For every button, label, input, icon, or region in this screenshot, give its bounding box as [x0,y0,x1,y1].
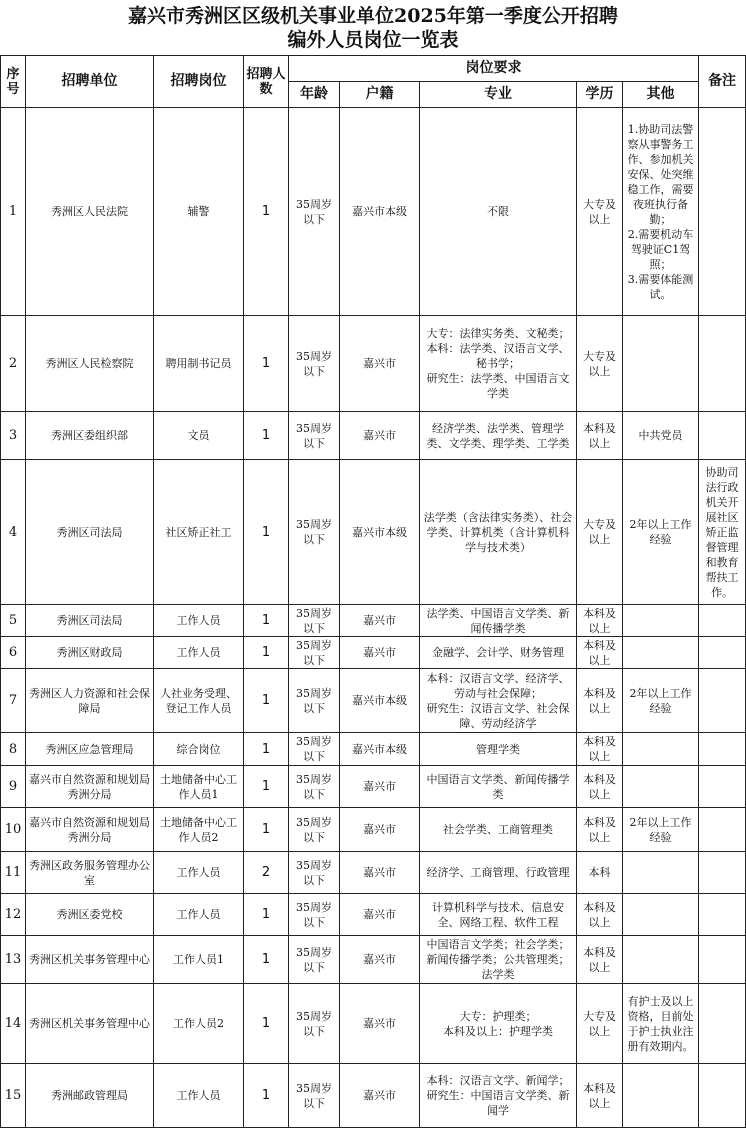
row-unit: 秀洲区财政局 [26,637,154,669]
row-note [699,1064,746,1128]
row-hukou: 嘉兴市 [340,984,420,1064]
row-post: 工作人员 [154,894,244,936]
row-major: 法学类、中国语言文学类、新闻传播学类 [420,605,577,637]
table-row [1,669,746,733]
row-other [623,766,699,808]
row-unit: 秀洲区人民法院 [26,108,154,316]
row-note [699,316,746,412]
row-major: 经济学、工商管理、行政管理 [420,852,577,894]
row-major: 社会学类、工商管理类 [420,808,577,852]
header-edu: 学历 [577,82,623,108]
row-count: 1 [244,605,289,637]
row-other: 2年以上工作经验 [623,669,699,733]
row-age: 35周岁以下 [289,108,340,316]
row-major: 计算机科学与技术、信息安全、网络工程、软件工程 [420,894,577,936]
header-unit: 招聘单位 [26,56,154,108]
row-other [623,316,699,412]
row-count: 1 [244,108,289,316]
row-seq: 13 [1,936,26,984]
table-row [1,316,746,412]
row-unit: 秀洲邮政管理局 [26,1064,154,1128]
row-age: 35周岁以下 [289,316,340,412]
row-edu: 本科及以上 [577,733,623,766]
row-major: 本科：汉语言文学、经济学、劳动与社会保障； 研究生：汉语言文学、社会保障、劳动经济学 [420,669,577,733]
row-edu: 大专及以上 [577,984,623,1064]
header-major: 专业 [420,82,577,108]
row-note [699,412,746,460]
header-post: 招聘岗位 [154,56,244,108]
row-edu: 本科及以上 [577,637,623,669]
table-row [1,637,746,669]
row-hukou: 嘉兴市 [340,605,420,637]
row-count: 1 [244,808,289,852]
row-post: 社区矫正社工 [154,460,244,605]
row-edu: 大专及以上 [577,108,623,316]
row-seq: 3 [1,412,26,460]
row-age: 35周岁以下 [289,669,340,733]
row-age: 35周岁以下 [289,1064,340,1128]
row-other [623,852,699,894]
row-seq: 11 [1,852,26,894]
row-note [699,984,746,1064]
row-unit: 嘉兴市自然资源和规划局秀洲分局 [26,808,154,852]
row-hukou: 嘉兴市 [340,894,420,936]
row-other [623,605,699,637]
row-hukou: 嘉兴市本级 [340,460,420,605]
row-unit: 秀洲区委党校 [26,894,154,936]
row-other [623,637,699,669]
row-age: 35周岁以下 [289,733,340,766]
row-post: 工作人员 [154,1064,244,1128]
row-edu: 本科及以上 [577,894,623,936]
row-post: 工作人员 [154,605,244,637]
row-post: 工作人员1 [154,936,244,984]
row-hukou: 嘉兴市本级 [340,669,420,733]
row-count: 1 [244,894,289,936]
row-post: 文员 [154,412,244,460]
row-post: 土地储备中心工作人员2 [154,808,244,852]
row-note [699,766,746,808]
row-note [699,808,746,852]
row-count: 1 [244,316,289,412]
header-seq: 序号 [1,56,26,108]
table-row [1,984,746,1064]
row-hukou: 嘉兴市 [340,766,420,808]
row-count: 1 [244,1064,289,1128]
table-row [1,808,746,852]
row-post: 聘用制书记员 [154,316,244,412]
row-unit: 秀洲区司法局 [26,605,154,637]
row-other: 中共党员 [623,412,699,460]
row-major: 大专：法律实务类、文秘类； 本科：法学类、汉语言文学、秘书学； 研究生：法学类、中国语言文学类 [420,316,577,412]
row-edu: 大专及以上 [577,316,623,412]
row-other [623,733,699,766]
row-age: 35周岁以下 [289,766,340,808]
row-other [623,936,699,984]
row-hukou: 嘉兴市 [340,637,420,669]
row-age: 35周岁以下 [289,637,340,669]
row-age: 35周岁以下 [289,460,340,605]
row-post: 工作人员2 [154,984,244,1064]
row-other: 1.协助司法警察从事警务工作、参加机关安保、处突维稳工作，需要夜班执行备勤； 2.需要机动车驾驶证C1驾照； 3.需要体能测试。 [623,108,699,316]
row-note [699,852,746,894]
header-requirements: 岗位要求 [289,56,699,82]
row-edu: 大专及以上 [577,460,623,605]
row-hukou: 嘉兴市 [340,1064,420,1128]
row-age: 35周岁以下 [289,894,340,936]
header-hukou: 户籍 [340,82,420,108]
row-count: 1 [244,460,289,605]
row-unit: 嘉兴市自然资源和规划局秀洲分局 [26,766,154,808]
job-table [0,55,746,1128]
row-hukou: 嘉兴市 [340,316,420,412]
row-major: 法学类（含法律实务类）、社会学类、计算机类（含计算机科学与技术类） [420,460,577,605]
row-edu: 本科及以上 [577,669,623,733]
row-seq: 2 [1,316,26,412]
title-line-1: 嘉兴市秀洲区区级机关事业单位2025年第一季度公开招聘 [128,5,618,27]
row-edu: 本科及以上 [577,605,623,637]
row-major: 中国语言文学类、新闻传播学类 [420,766,577,808]
row-unit: 秀洲区机关事务管理中心 [26,984,154,1064]
row-edu: 本科及以上 [577,1064,623,1128]
row-major: 中国语言文学类；社会学类；新闻传播学类；公共管理类；法学类 [420,936,577,984]
table-row [1,1064,746,1128]
row-major: 管理学类 [420,733,577,766]
row-hukou: 嘉兴市 [340,808,420,852]
row-count: 1 [244,733,289,766]
row-unit: 秀洲区人力资源和社会保障局 [26,669,154,733]
row-seq: 7 [1,669,26,733]
row-post: 综合岗位 [154,733,244,766]
row-edu: 本科及以上 [577,936,623,984]
row-other: 2年以上工作经验 [623,808,699,852]
table-row [1,766,746,808]
row-count: 1 [244,637,289,669]
row-major: 不限 [420,108,577,316]
row-seq: 9 [1,766,26,808]
row-hukou: 嘉兴市 [340,852,420,894]
row-hukou: 嘉兴市 [340,412,420,460]
row-unit: 秀洲区机关事务管理中心 [26,936,154,984]
row-seq: 15 [1,1064,26,1128]
row-count: 1 [244,669,289,733]
table-row [1,460,746,605]
row-age: 35周岁以下 [289,852,340,894]
row-unit: 秀洲区政务服务管理办公室 [26,852,154,894]
row-major: 本科：汉语言文学、新闻学； 研究生：中国语言文学类、新闻学 [420,1064,577,1128]
row-count: 1 [244,984,289,1064]
row-note [699,669,746,733]
row-count: 1 [244,936,289,984]
table-row [1,108,746,316]
row-note [699,894,746,936]
row-post: 工作人员 [154,852,244,894]
row-age: 35周岁以下 [289,984,340,1064]
row-unit: 秀洲区委组织部 [26,412,154,460]
row-age: 35周岁以下 [289,412,340,460]
row-seq: 14 [1,984,26,1064]
row-edu: 本科及以上 [577,412,623,460]
table-row [1,412,746,460]
table-row [1,852,746,894]
row-major: 大专：护理类； 本科及以上：护理学类 [420,984,577,1064]
row-other [623,1064,699,1128]
row-seq: 1 [1,108,26,316]
row-post: 人社业务受理、登记工作人员 [154,669,244,733]
row-unit: 秀洲区司法局 [26,460,154,605]
row-seq: 10 [1,808,26,852]
header-count: 招聘人数 [244,56,289,108]
row-unit: 秀洲区人民检察院 [26,316,154,412]
row-edu: 本科及以上 [577,766,623,808]
row-note: 协助司法行政机关开展社区矫正监督管理和教育帮扶工作。 [699,460,746,605]
row-other: 2年以上工作经验 [623,460,699,605]
row-major: 金融学、会计学、财务管理 [420,637,577,669]
row-note [699,936,746,984]
row-count: 2 [244,852,289,894]
table-row [1,894,746,936]
row-age: 35周岁以下 [289,605,340,637]
row-note [699,108,746,316]
row-edu: 本科及以上 [577,808,623,852]
row-seq: 8 [1,733,26,766]
header-other: 其他 [623,82,699,108]
document-title [0,4,746,52]
row-seq: 5 [1,605,26,637]
table-body [1,108,746,1128]
row-hukou: 嘉兴市本级 [340,108,420,316]
table-row [1,733,746,766]
row-note [699,733,746,766]
row-hukou: 嘉兴市本级 [340,733,420,766]
row-major: 经济学类、法学类、管理学类、文学类、理学类、工学类 [420,412,577,460]
row-unit: 秀洲区应急管理局 [26,733,154,766]
row-other: 有护士及以上资格，目前处于护士执业注册有效期内。 [623,984,699,1064]
row-seq: 6 [1,637,26,669]
row-age: 35周岁以下 [289,936,340,984]
row-seq: 4 [1,460,26,605]
row-edu: 本科 [577,852,623,894]
row-post: 工作人员 [154,637,244,669]
row-count: 1 [244,412,289,460]
row-age: 35周岁以下 [289,808,340,852]
row-count: 1 [244,766,289,808]
row-note [699,637,746,669]
header-note: 备注 [699,56,746,108]
row-note [699,605,746,637]
row-other [623,894,699,936]
title-line-2: 编外人员岗位一览表 [287,29,459,51]
row-hukou: 嘉兴市 [340,936,420,984]
table-row [1,936,746,984]
header-age: 年龄 [289,82,340,108]
row-seq: 12 [1,894,26,936]
row-post: 辅警 [154,108,244,316]
table-row [1,605,746,637]
row-post: 土地储备中心工作人员1 [154,766,244,808]
